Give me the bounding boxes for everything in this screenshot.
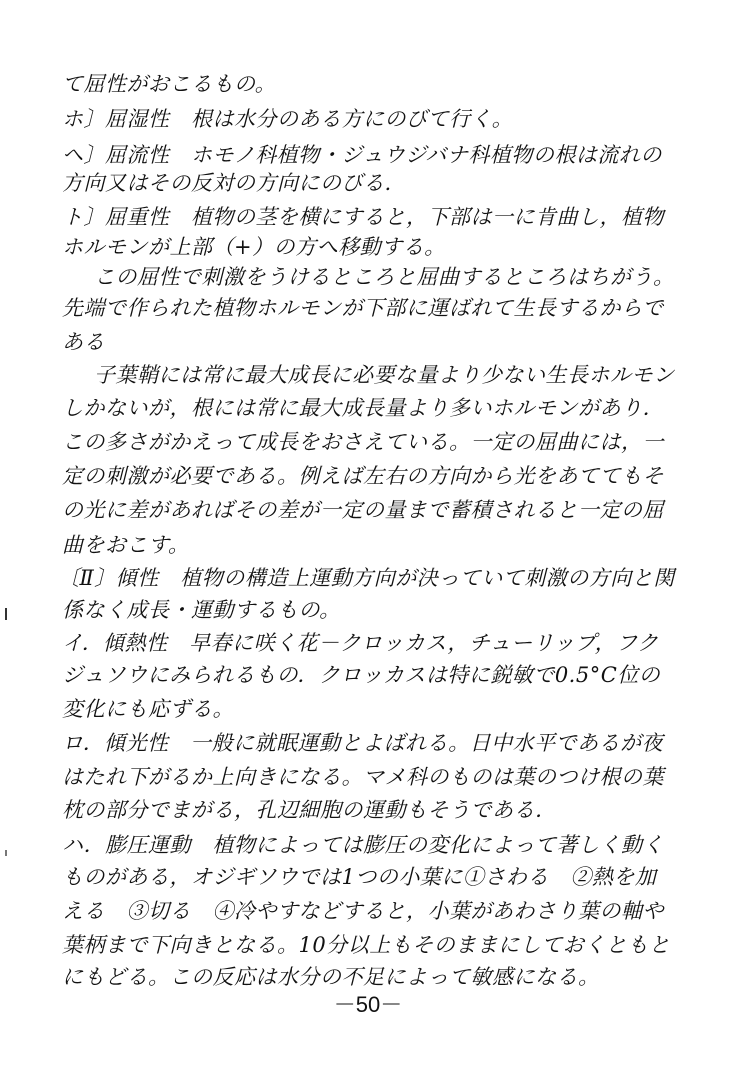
text-line: ホルモンが上部（+）の方へ移動する。 bbox=[62, 235, 446, 259]
text-line: はたれ下がるか上向きになる。マメ科のものは葉のつけ根の葉 bbox=[62, 765, 664, 789]
text-line: ジュソウにみられるもの．クロッカスは特に鋭敏で0.5°C位の bbox=[62, 663, 661, 687]
text-line: 葉柄まで下向きとなる。10分以上もそのままにしておくともと bbox=[62, 933, 671, 957]
text-line: の光に差があればその差が一定の量まで蓄積されると一定の屈 bbox=[62, 498, 664, 522]
text-line: イ．傾熱性 早春に咲く花－クロッカス，チューリップ，フク bbox=[62, 631, 659, 655]
text-line: この多さがかえって成長をおさえている。一定の屈曲には，一 bbox=[62, 430, 664, 454]
scan-mark bbox=[5, 850, 7, 856]
text-line: 係なく成長・運動するもの。 bbox=[62, 598, 341, 622]
scan-mark bbox=[5, 608, 7, 620]
text-line: にもどる。この反応は水分の不足によって敏感になる。 bbox=[62, 965, 600, 989]
text-line: 〔Ⅱ〕傾性 植物の構造上運動方向が決っていて刺激の方向と関 bbox=[58, 566, 675, 590]
text-line: 子葉鞘には常に最大成長に必要な量より少ない生長ホルモン bbox=[94, 363, 675, 387]
text-line: 枕の部分でまがる，孔辺細胞の運動もそうである． bbox=[62, 798, 557, 822]
text-line: ロ．傾光性 一般に就眠運動とよばれる。日中水平であるが夜 bbox=[62, 731, 664, 755]
text-line: 曲をおこす。 bbox=[62, 533, 190, 557]
text-line: える ③切る ④冷やすなどすると，小葉があわさり葉の軸や bbox=[62, 899, 664, 923]
text-line: ト〕屈重性 植物の茎を横にすると，下部は一に肯曲し，植物 bbox=[62, 205, 664, 229]
text-line: 定の刺激が必要である。例えば左右の方向から光をあててもそ bbox=[62, 464, 664, 488]
text-line: 先端で作られた植物ホルモンが下部に運ばれて生長するからで bbox=[62, 296, 664, 320]
text-line: ハ．膨圧運動 植物によっては膨圧の変化によって著しく動く bbox=[62, 833, 664, 857]
text-line: しかないが，根には常に最大成長量より多いホルモンがあり． bbox=[62, 396, 664, 420]
page-number: －50－ bbox=[333, 992, 403, 1017]
text-line: ある bbox=[62, 330, 105, 354]
text-line: この屈性で刺激をうけるところと屈曲するところはちがう。 bbox=[94, 265, 675, 289]
text-line: て屈性がおこるもの。 bbox=[62, 72, 277, 96]
text-line: 方向又はその反対の方向にのびる. bbox=[62, 171, 392, 195]
text-line: 変化にも応ずる。 bbox=[62, 697, 234, 721]
text-line: ものがある，オジギソウでは1つの小葉に①さわる ②熱を加 bbox=[62, 865, 657, 889]
text-line: ヘ〕屈流性 ホモノ科植物・ジュウジバナ科植物の根は流れの bbox=[62, 143, 662, 167]
text-line: ホ〕屈湿性 根は水分のある方にのびて行く。 bbox=[62, 107, 514, 131]
